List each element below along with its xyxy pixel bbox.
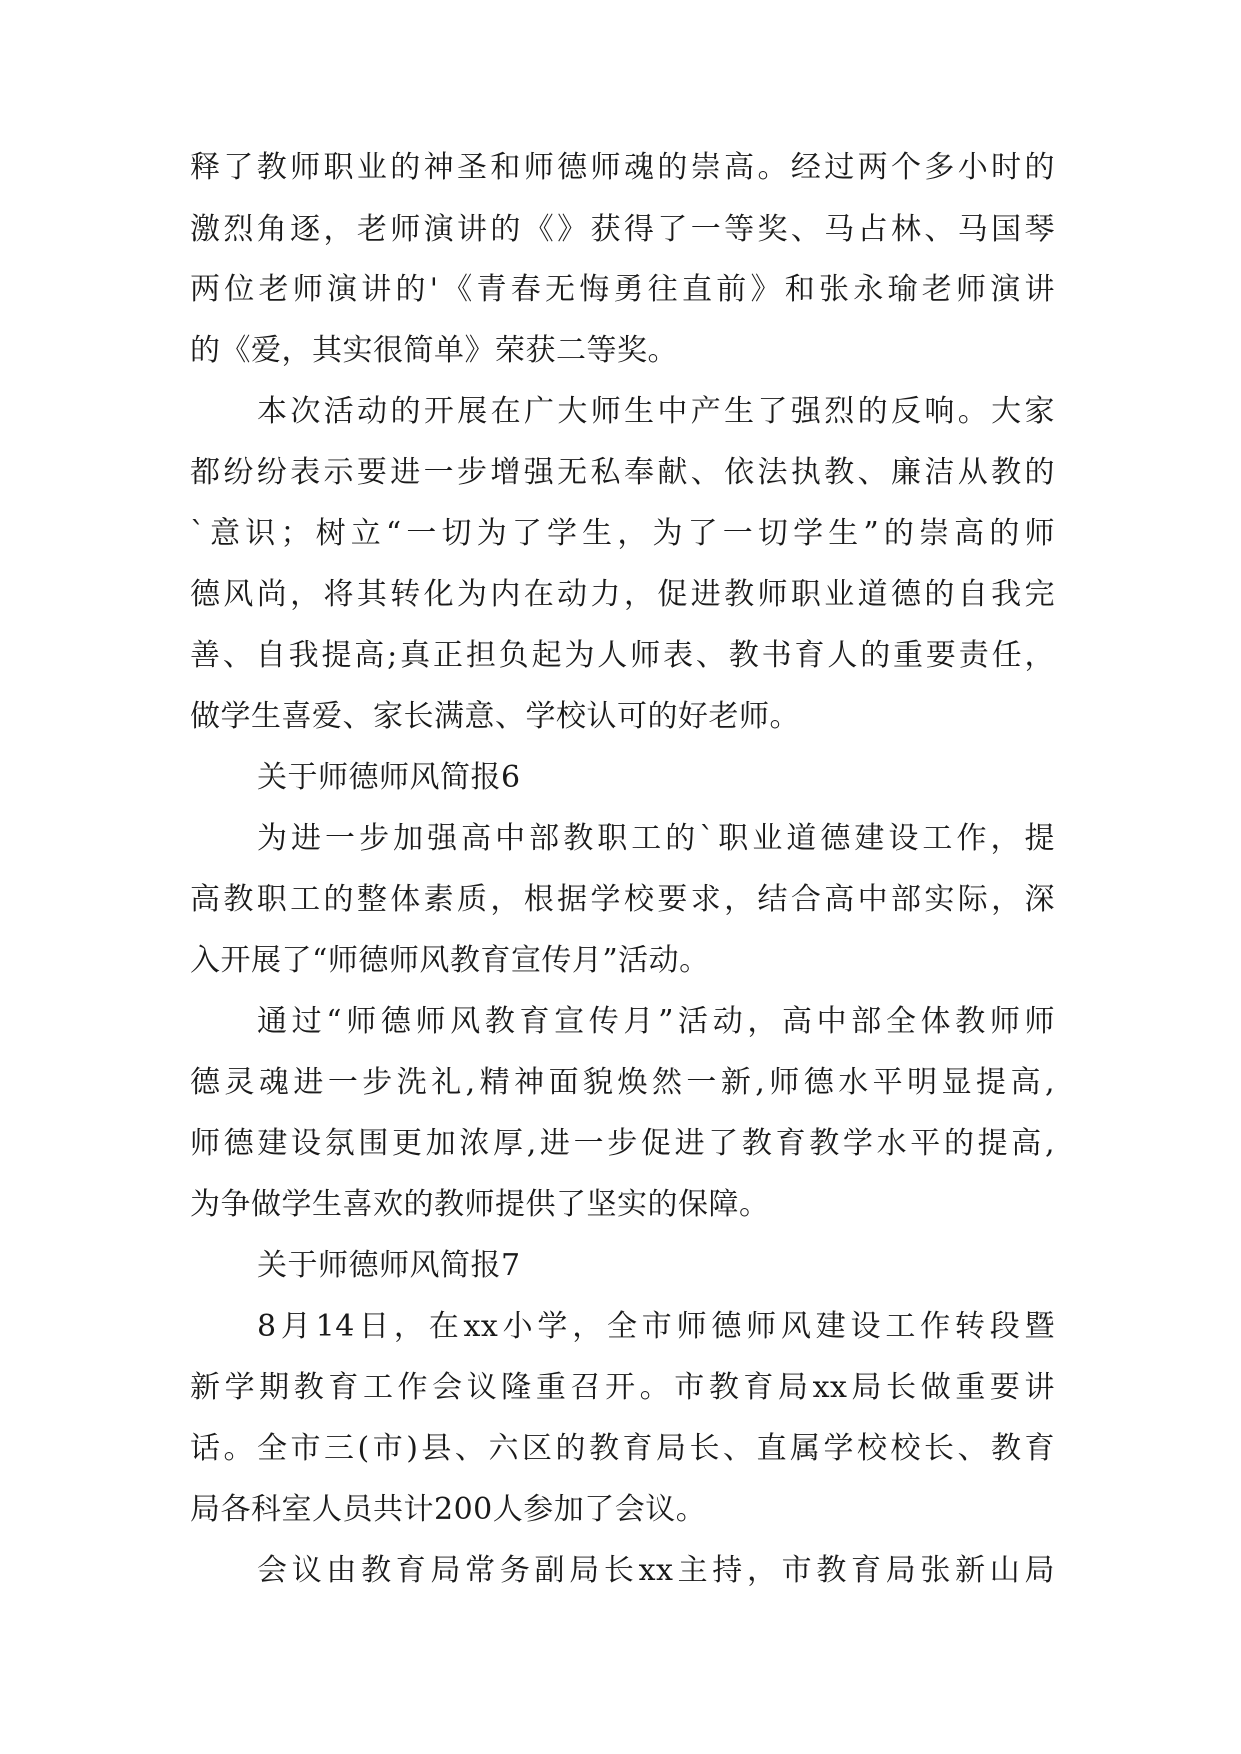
body-line: `意识；树立“一切为了学生，为了一切学生”的崇高的师 bbox=[190, 516, 1055, 551]
body-line: 善、自我提高;真正担负起为人师表、教书育人的重要责任， bbox=[190, 638, 1055, 673]
body-line: 高教职工的整体素质，根据学校要求，结合高中部实际，深 bbox=[190, 882, 1055, 917]
body-line: 都纷纷表示要进一步增强无私奉献、依法执教、廉洁从教的 bbox=[190, 455, 1055, 490]
body-line: 为争做学生喜欢的教师提供了坚实的保障。 bbox=[190, 1187, 770, 1222]
body-line: 两位老师演讲的'《青春无悔勇往直前》和张永瑜老师演讲 bbox=[190, 272, 1055, 307]
paragraph-first-line: 通过“师德师风教育宣传月”活动，高中部全体教师师 bbox=[257, 1004, 1055, 1039]
body-line: 入开展了“师德师风教育宣传月”活动。 bbox=[190, 943, 710, 978]
body-line: 师德建设氛围更加浓厚,进一步促进了教育教学水平的提高, bbox=[190, 1126, 1055, 1161]
body-line: 局各科室人员共计200人参加了会议。 bbox=[190, 1492, 707, 1527]
body-line: 德灵魂进一步洗礼,精神面貌焕然一新,师德水平明显提高, bbox=[190, 1065, 1055, 1100]
paragraph-first-line: 为进一步加强高中部教职工的`职业道德建设工作，提 bbox=[257, 821, 1055, 856]
body-line: 释了教师职业的神圣和师德师魂的崇高。经过两个多小时的 bbox=[190, 150, 1055, 185]
body-line: 新学期教育工作会议隆重召开。市教育局xx局长做重要讲 bbox=[190, 1370, 1055, 1405]
paragraph-first-line: 会议由教育局常务副局长xx主持，市教育局张新山局 bbox=[257, 1553, 1055, 1588]
body-line: 话。全市三(市)县、六区的教育局长、直属学校校长、教育 bbox=[190, 1431, 1055, 1466]
paragraph-first-line: 本次活动的开展在广大师生中产生了强烈的反响。大家 bbox=[257, 394, 1055, 429]
section-heading: 关于师德师风简报7 bbox=[257, 1248, 521, 1283]
body-line: 激烈角逐，老师演讲的《》获得了一等奖、马占林、马国琴 bbox=[190, 212, 1055, 247]
body-line: 的《爱，其实很简单》荣获二等奖。 bbox=[190, 333, 678, 368]
body-line: 德风尚，将其转化为内在动力，促进教师职业道德的自我完 bbox=[190, 577, 1055, 612]
section-heading: 关于师德师风简报6 bbox=[257, 760, 521, 795]
body-line: 做学生喜爱、家长满意、学校认可的好老师。 bbox=[190, 699, 800, 734]
paragraph-first-line: 8月14日，在xx小学，全市师德师风建设工作转段暨 bbox=[257, 1309, 1055, 1344]
